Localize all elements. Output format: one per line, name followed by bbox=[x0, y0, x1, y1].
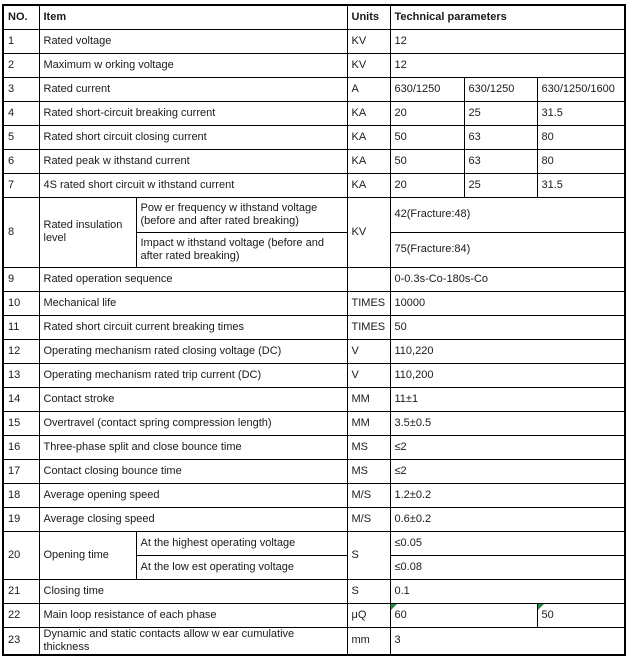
cell-item: Rated short-circuit breaking current bbox=[39, 101, 347, 125]
cell-item: Rated short circuit closing current bbox=[39, 125, 347, 149]
cell-value: ≤2 bbox=[390, 459, 625, 483]
cell-value: 110,220 bbox=[390, 339, 625, 363]
cell-value-text: 50 bbox=[541, 608, 554, 621]
cell-no: 22 bbox=[3, 603, 39, 627]
cell-no: 4 bbox=[3, 101, 39, 125]
table-row bbox=[3, 603, 625, 627]
cell-subitem: At the low est operating voltage bbox=[136, 555, 347, 579]
cell-no: 20 bbox=[3, 531, 39, 579]
cell-item: Dynamic and static contacts allow w ear cumulative thickness bbox=[39, 627, 347, 655]
cell-value: 63 bbox=[464, 125, 537, 149]
table-row bbox=[3, 173, 625, 197]
cell-units: mm bbox=[347, 627, 390, 655]
cell-no: 5 bbox=[3, 125, 39, 149]
cell-value: 630/1250/1600 bbox=[537, 77, 625, 101]
table-row bbox=[3, 125, 625, 149]
cell-units: MS bbox=[347, 435, 390, 459]
cell-units: V bbox=[347, 363, 390, 387]
cell-value: 25 bbox=[464, 101, 537, 125]
cell-item: Rated operation sequence bbox=[39, 267, 347, 291]
cell-item: Main loop resistance of each phase bbox=[39, 603, 347, 627]
cell-item: Maximum w orking voltage bbox=[39, 53, 347, 77]
cell-subitem: At the highest operating voltage bbox=[136, 531, 347, 555]
cell-item: Rated peak w ithstand current bbox=[39, 149, 347, 173]
cell-value: 630/1250 bbox=[390, 77, 464, 101]
cell-item: Overtravel (contact spring compression length) bbox=[39, 411, 347, 435]
cell-item: Average closing speed bbox=[39, 507, 347, 531]
header-row bbox=[3, 5, 625, 29]
spec-table bbox=[2, 4, 626, 656]
cell-value: 11±1 bbox=[390, 387, 625, 411]
table-row bbox=[3, 267, 625, 291]
cell-value: 25 bbox=[464, 173, 537, 197]
cell-no: 14 bbox=[3, 387, 39, 411]
cell-value: 31.5 bbox=[537, 173, 625, 197]
cell-value: 0-0.3s-Co-180s-Co bbox=[390, 267, 625, 291]
table-row bbox=[3, 387, 625, 411]
cell-item: Average opening speed bbox=[39, 483, 347, 507]
cell-value: 12 bbox=[390, 29, 625, 53]
cell-item: Contact closing bounce time bbox=[39, 459, 347, 483]
cell-units: KA bbox=[347, 173, 390, 197]
cell-value: ≤0.05 bbox=[390, 531, 625, 555]
cell-value: 50 bbox=[390, 125, 464, 149]
cell-units: S bbox=[347, 531, 390, 579]
table-row bbox=[3, 77, 625, 101]
cell-item: Contact stroke bbox=[39, 387, 347, 411]
cell-units: TIMES bbox=[347, 315, 390, 339]
cell-value: 50 bbox=[390, 315, 625, 339]
cell-value: 75(Fracture:84) bbox=[390, 232, 625, 267]
cell-value: 1.2±0.2 bbox=[390, 483, 625, 507]
table-row bbox=[3, 101, 625, 125]
cell-subitem: Impact w ithstand voltage (before and after rated breaking) bbox=[136, 232, 347, 267]
cell-value: 80 bbox=[537, 149, 625, 173]
cell-no: 7 bbox=[3, 173, 39, 197]
cell-item-group: Rated insulation level bbox=[39, 197, 136, 267]
cell-item: Three-phase split and close bounce time bbox=[39, 435, 347, 459]
cell-value: 63 bbox=[464, 149, 537, 173]
table-row bbox=[3, 197, 625, 232]
cell-value: 0.6±0.2 bbox=[390, 507, 625, 531]
cell-value: 20 bbox=[390, 173, 464, 197]
cell-item: Rated short circuit current breaking times bbox=[39, 315, 347, 339]
header-units: Units bbox=[347, 5, 390, 29]
header-no: NO. bbox=[3, 5, 39, 29]
cell-no: 12 bbox=[3, 339, 39, 363]
cell-item: Mechanical life bbox=[39, 291, 347, 315]
cell-item: 4S rated short circuit w ithstand current bbox=[39, 173, 347, 197]
cell-units: KA bbox=[347, 149, 390, 173]
table-row bbox=[3, 29, 625, 53]
cell-value: 50 bbox=[390, 149, 464, 173]
table-row bbox=[3, 411, 625, 435]
cell-units: KV bbox=[347, 53, 390, 77]
cell-no: 6 bbox=[3, 149, 39, 173]
cell-no: 15 bbox=[3, 411, 39, 435]
cell-value: 3.5±0.5 bbox=[390, 411, 625, 435]
cell-units: KA bbox=[347, 125, 390, 149]
cell-units: MM bbox=[347, 387, 390, 411]
cell-no: 3 bbox=[3, 77, 39, 101]
cell-no: 11 bbox=[3, 315, 39, 339]
cell-value: 42(Fracture:48) bbox=[390, 197, 625, 232]
green-corner-marker bbox=[538, 604, 544, 610]
cell-units: MS bbox=[347, 459, 390, 483]
cell-value: 3 bbox=[390, 627, 625, 655]
cell-value: ≤0.08 bbox=[390, 555, 625, 579]
table-row bbox=[3, 507, 625, 531]
cell-no: 1 bbox=[3, 29, 39, 53]
table-row bbox=[3, 53, 625, 77]
header-tech: Technical parameters bbox=[390, 5, 625, 29]
cell-no: 2 bbox=[3, 53, 39, 77]
table-row bbox=[3, 291, 625, 315]
table-row bbox=[3, 315, 625, 339]
cell-no: 18 bbox=[3, 483, 39, 507]
cell-no: 13 bbox=[3, 363, 39, 387]
cell-item: Operating mechanism rated closing voltage (DC) bbox=[39, 339, 347, 363]
cell-subitem: Pow er frequency w ithstand voltage (before and after rated breaking) bbox=[136, 197, 347, 232]
cell-value: 110,200 bbox=[390, 363, 625, 387]
table-row bbox=[3, 435, 625, 459]
cell-units: MM bbox=[347, 411, 390, 435]
cell-no: 16 bbox=[3, 435, 39, 459]
cell-units: S bbox=[347, 579, 390, 603]
cell-units: KA bbox=[347, 101, 390, 125]
cell-value: 0.1 bbox=[390, 579, 625, 603]
cell-value: 12 bbox=[390, 53, 625, 77]
table-row bbox=[3, 579, 625, 603]
cell-value: 80 bbox=[537, 125, 625, 149]
cell-no: 8 bbox=[3, 197, 39, 267]
green-corner-marker bbox=[391, 604, 397, 610]
cell-value: ≤2 bbox=[390, 435, 625, 459]
cell-value: 20 bbox=[390, 101, 464, 125]
cell-value: 31.5 bbox=[537, 101, 625, 125]
cell-value bbox=[537, 603, 625, 627]
cell-units: M/S bbox=[347, 507, 390, 531]
cell-no: 17 bbox=[3, 459, 39, 483]
cell-item: Rated current bbox=[39, 77, 347, 101]
cell-units: V bbox=[347, 339, 390, 363]
table-row bbox=[3, 339, 625, 363]
cell-no: 10 bbox=[3, 291, 39, 315]
table-row bbox=[3, 363, 625, 387]
header-item: Item bbox=[39, 5, 347, 29]
cell-value: 630/1250 bbox=[464, 77, 537, 101]
cell-value-text: 60 bbox=[394, 608, 407, 621]
cell-no: 19 bbox=[3, 507, 39, 531]
table-row bbox=[3, 149, 625, 173]
table-row bbox=[3, 483, 625, 507]
cell-value bbox=[390, 603, 537, 627]
table-row bbox=[3, 459, 625, 483]
table-row bbox=[3, 531, 625, 555]
cell-item-group: Opening time bbox=[39, 531, 136, 579]
cell-value: 10000 bbox=[390, 291, 625, 315]
cell-item: Rated voltage bbox=[39, 29, 347, 53]
cell-units: M/S bbox=[347, 483, 390, 507]
cell-units: μQ bbox=[347, 603, 390, 627]
cell-units bbox=[347, 267, 390, 291]
cell-units: A bbox=[347, 77, 390, 101]
cell-units: KV bbox=[347, 197, 390, 267]
cell-units: KV bbox=[347, 29, 390, 53]
cell-no: 21 bbox=[3, 579, 39, 603]
cell-no: 9 bbox=[3, 267, 39, 291]
cell-item: Operating mechanism rated trip current (DC) bbox=[39, 363, 347, 387]
cell-units: TIMES bbox=[347, 291, 390, 315]
table-row bbox=[3, 627, 625, 655]
cell-no: 23 bbox=[3, 627, 39, 655]
cell-item: Closing time bbox=[39, 579, 347, 603]
